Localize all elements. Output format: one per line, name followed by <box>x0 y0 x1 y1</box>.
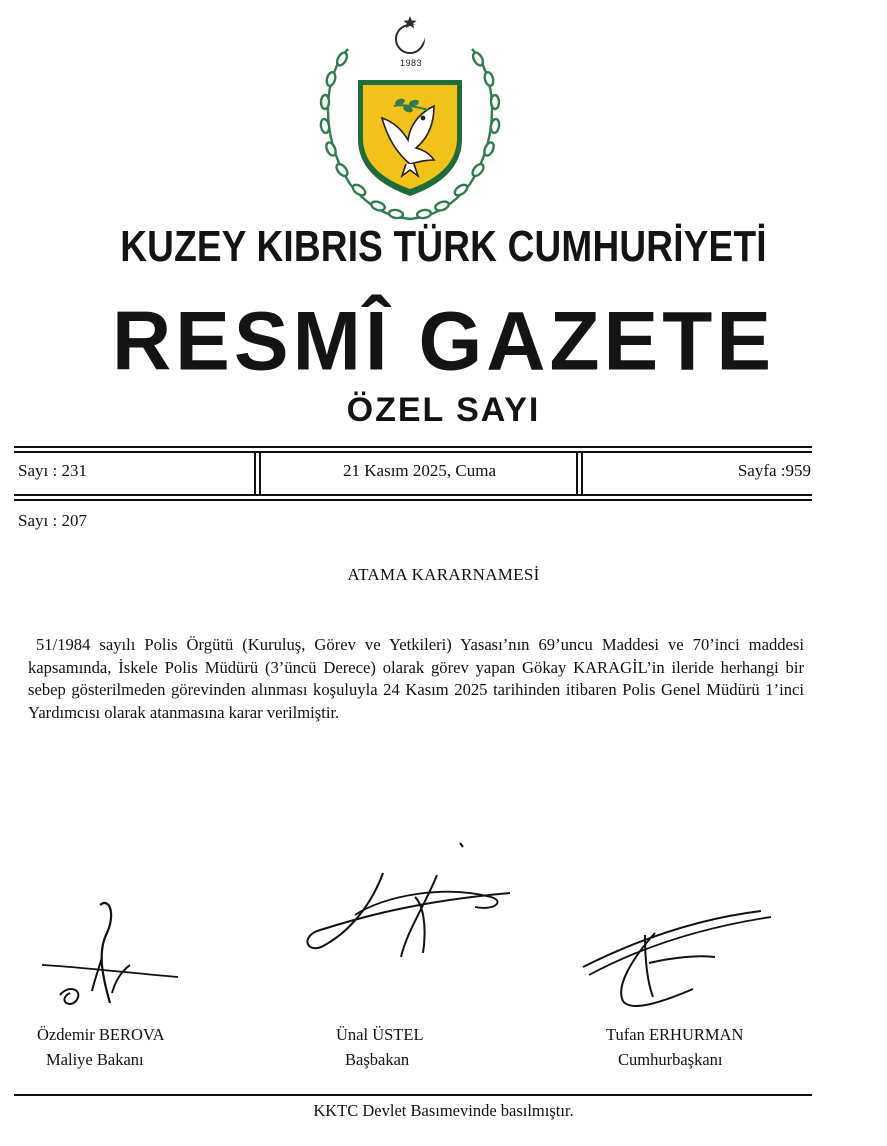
issue-date: 21 Kasım 2025, Cuma <box>343 461 496 480</box>
gazette-title: RESMÎ GAZETE <box>111 295 776 388</box>
signatory-title: Başbakan <box>345 1050 410 1069</box>
header-rule-top <box>14 446 812 448</box>
signature-erhurman <box>575 905 790 1015</box>
header-rule-bottom <box>14 499 812 501</box>
signatory-title: Maliye Bakanı <box>46 1050 144 1069</box>
edition-label: ÖZEL SAYI <box>346 391 541 429</box>
signatory-name: Özdemir BEROVA <box>37 1025 165 1044</box>
printer-note: KKTC Devlet Basımevinde basılmıştır. <box>313 1101 574 1120</box>
crescent-star-icon <box>396 16 425 53</box>
issue-number: Sayı : 231 <box>18 461 87 480</box>
document-body: 51/1984 sayılı Polis Örgütü (Kuruluş, Görev ve Yetkileri) Yasası’nın 69’uncu Maddesi ve 70’inci maddesi kapsamında, İskele Polis Müdürü (3’üncü Derece) olarak görev yapan Gökay KARAGİL’in ileride herhangi bir sebep gösterilmeden görevinden alınması koşuluyla 24 Kasım 2025 tarihinden itibaren Polis Genel Müdürü 1’inci Yardımcısı olarak atanmasına karar verilmiştir. <box>28 635 804 722</box>
document-title: ATAMA KARARNAMESİ <box>347 565 540 584</box>
document-number: Sayı : 207 <box>18 511 87 530</box>
page-number: Sayfa :959 <box>737 461 811 480</box>
emblem-year: 1983 <box>399 58 423 68</box>
header-divider <box>254 451 256 496</box>
signatory-name: Tufan ERHURMAN <box>606 1025 744 1044</box>
footer-rule <box>14 1094 812 1096</box>
coat-of-arms-icon <box>310 14 510 229</box>
header-rule-top-inner <box>14 451 812 453</box>
header-rule-bottom-inner <box>14 494 812 496</box>
country-name: KUZEY KIBRIS TÜRK CUMHURİYETİ <box>120 222 767 271</box>
signature-ustel <box>295 835 525 970</box>
signatory-name: Ünal ÜSTEL <box>336 1025 424 1044</box>
header-divider <box>581 451 583 496</box>
signature-berova <box>40 895 180 1015</box>
signatory-title: Cumhurbaşkanı <box>618 1050 723 1069</box>
header-divider <box>259 451 261 496</box>
